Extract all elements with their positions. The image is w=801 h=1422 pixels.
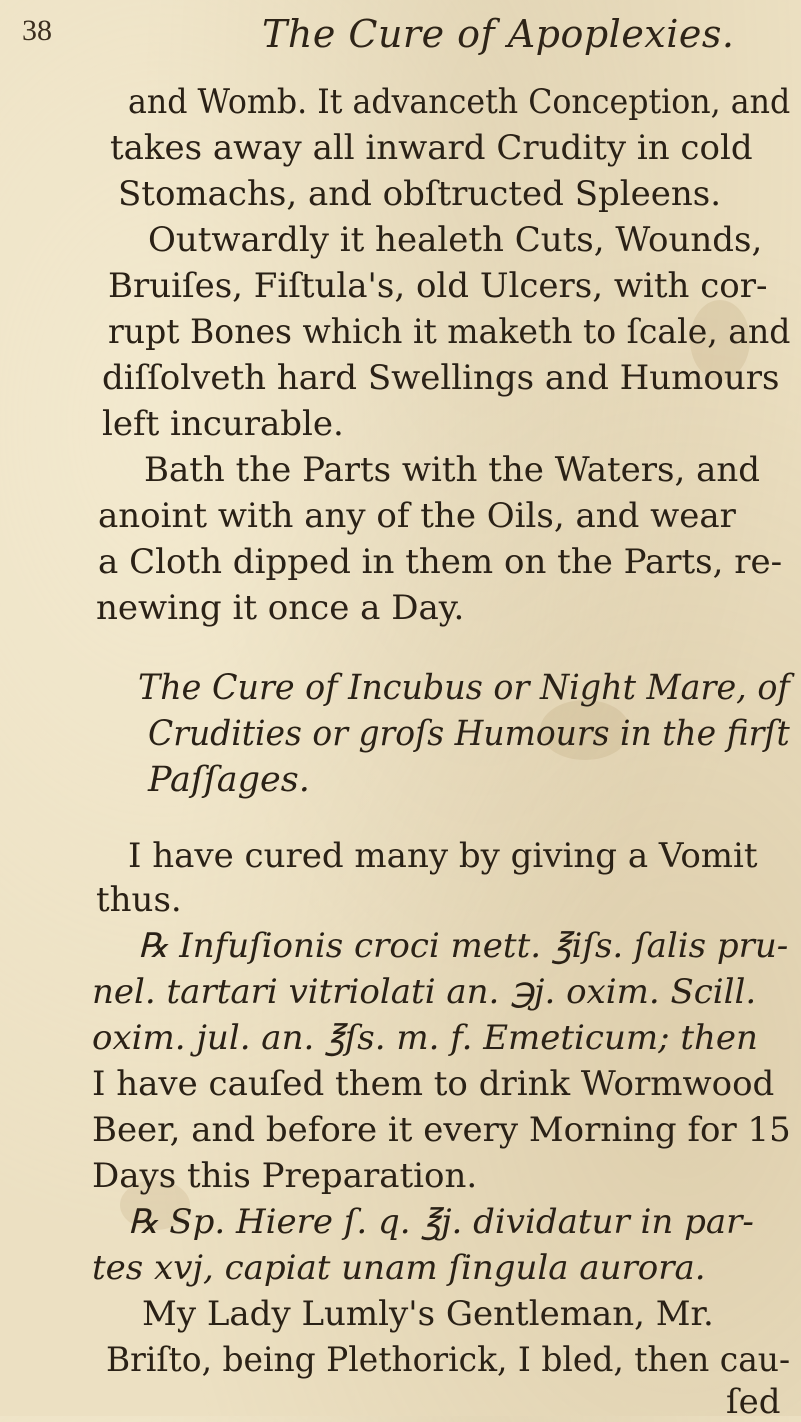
text-line: newing it once a Day. (96, 588, 465, 628)
prescription-line: nel. tartari vitriolati an. ℈j. oxim. Scill. (92, 972, 757, 1012)
text-line: Bruiſes, Fiſtula's, old Ulcers, with cor- (108, 266, 768, 306)
text-line: Bath the Parts with the Waters, and (144, 450, 761, 490)
prescription-line: tes xvj, capiat unam ſingula aurora. (92, 1248, 706, 1288)
running-head: The Cure of Apoplexies. (262, 12, 735, 56)
text-line: My Lady Lumly's Gentleman, Mr. (142, 1294, 714, 1334)
text-line: I have cauſed them to drink Wormwood (92, 1064, 775, 1104)
text-line: thus. (96, 880, 182, 920)
prescription-line: ℞ Infuſionis croci mett. ℥iſs. ſalis pru- (138, 926, 789, 966)
catchword: ſed (726, 1382, 781, 1422)
section-heading: The Cure of Incubus or Night Mare, of (138, 668, 790, 708)
text-line: left incurable. (102, 404, 344, 444)
section-heading: Paſſages. (148, 760, 310, 800)
text-line: takes away all inward Crudity in cold (110, 128, 753, 168)
text-line: Briſto, being Plethorick, I bled, then cau- (106, 1340, 791, 1380)
section-heading: Crudities or groſs Humours in the firſt (148, 714, 790, 754)
page-number: 38 (22, 14, 52, 47)
text-line: Outwardly it healeth Cuts, Wounds, (148, 220, 763, 260)
text-line: diſſolveth hard Swellings and Humours (102, 358, 780, 398)
text-line: a Cloth dipped in them on the Parts, re- (98, 542, 783, 582)
prescription-line: oxim. jul. an. ℥ſs. m. f. Emeticum; then (92, 1018, 758, 1058)
text-line: rupt Bones which it maketh to ſcale, and (108, 312, 791, 352)
text-line: Stomachs, and obſtructed Spleens. (118, 174, 722, 214)
text-line: and Womb. It advanceth Conception, and (128, 82, 791, 122)
text-line: Beer, and before it every Morning for 15 (92, 1110, 791, 1150)
text-line: anoint with any of the Oils, and wear (98, 496, 736, 536)
text-line: I have cured many by giving a Vomit (128, 836, 758, 876)
prescription-line: ℞ Sp. Hiere ſ. q. ℥j. dividatur in par- (128, 1202, 754, 1242)
text-line: Days this Preparation. (92, 1156, 478, 1196)
